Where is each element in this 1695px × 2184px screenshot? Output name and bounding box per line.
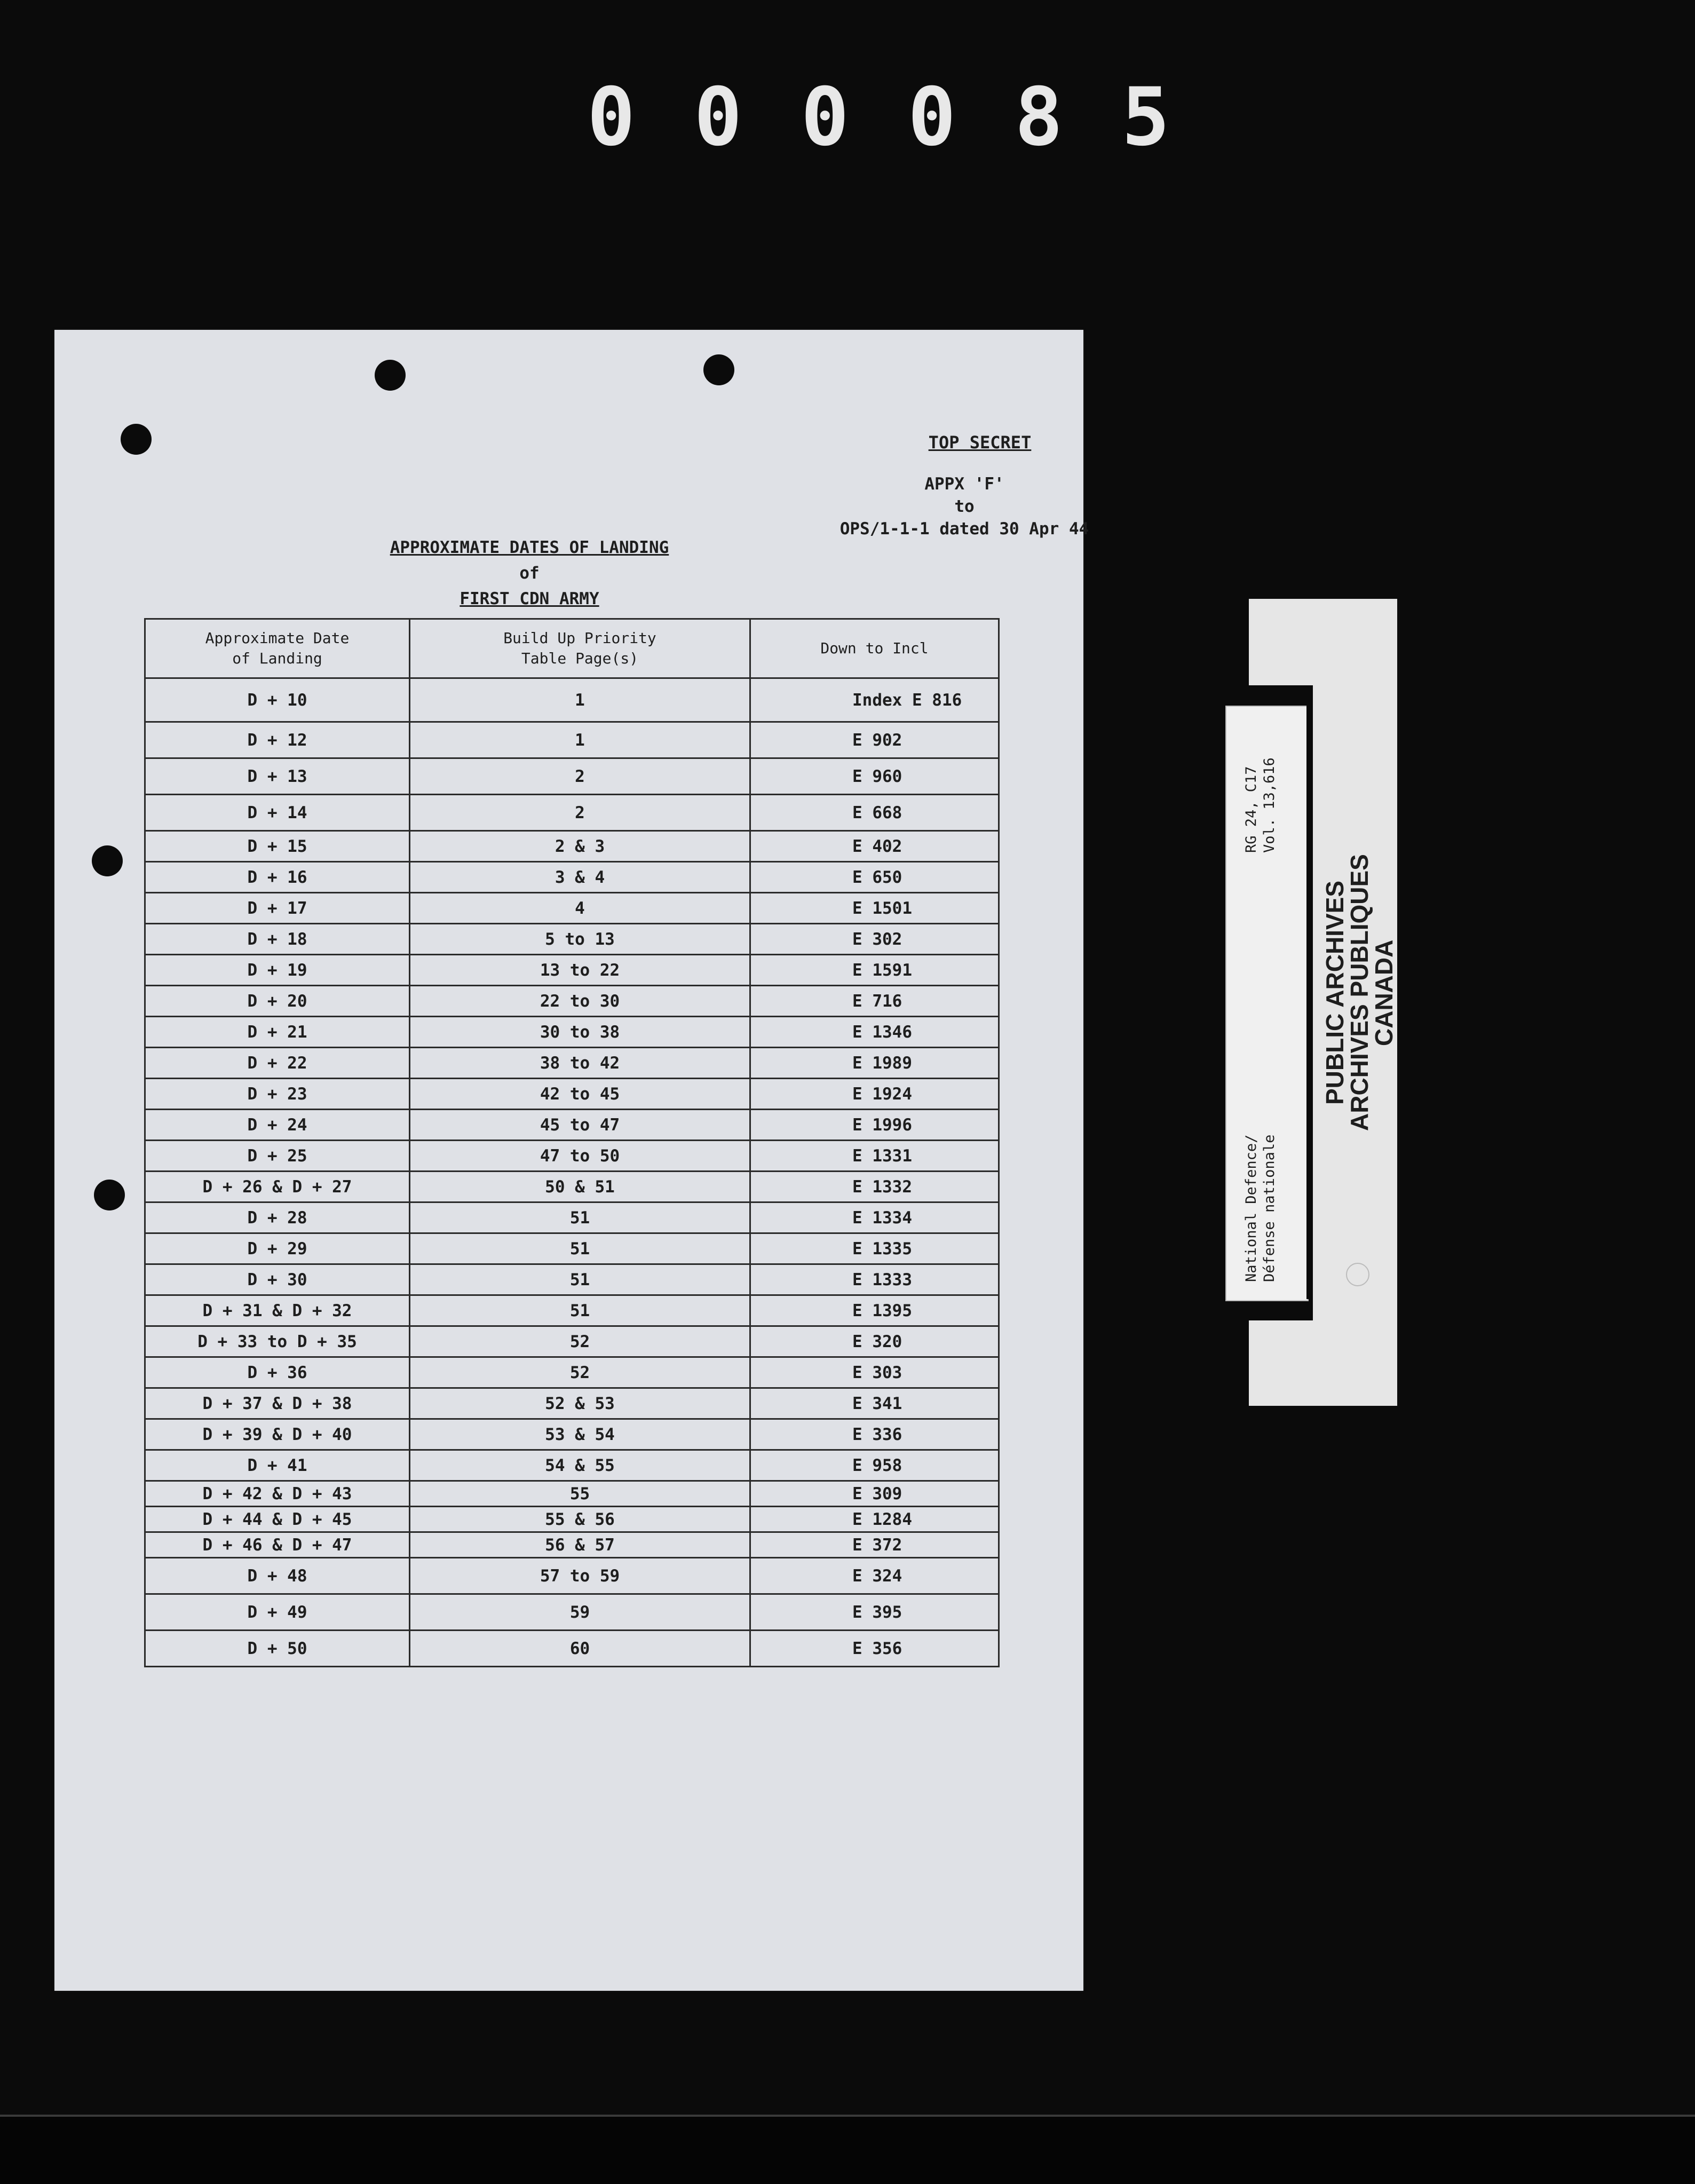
down-to-cell: E 668 bbox=[750, 795, 999, 831]
landing-date-cell: D + 20 bbox=[145, 986, 410, 1017]
priority-pages-cell: 3 & 4 bbox=[410, 862, 750, 893]
table-row bbox=[145, 955, 999, 986]
frame-number: 000085 bbox=[587, 71, 1229, 164]
priority-pages-cell: 2 & 3 bbox=[410, 831, 750, 862]
priority-pages-cell: 51 bbox=[410, 1264, 750, 1295]
priority-pages-cell: 30 to 38 bbox=[410, 1017, 750, 1048]
down-to-cell: E 1331 bbox=[750, 1141, 999, 1172]
priority-pages-cell: 51 bbox=[410, 1202, 750, 1233]
down-to-cell: E 324 bbox=[750, 1558, 999, 1594]
table-header-row bbox=[145, 619, 999, 678]
down-to-cell: E 1332 bbox=[750, 1172, 999, 1202]
landing-date-cell: D + 16 bbox=[145, 862, 410, 893]
down-to-cell: E 716 bbox=[750, 986, 999, 1017]
table-row bbox=[145, 1264, 999, 1295]
down-to-cell: E 1501 bbox=[750, 893, 999, 924]
department-line: Défense nationale bbox=[1261, 1134, 1278, 1282]
table-row bbox=[145, 1532, 999, 1558]
down-to-cell: E 336 bbox=[750, 1419, 999, 1450]
table-row bbox=[145, 862, 999, 893]
priority-pages-cell: 52 bbox=[410, 1326, 750, 1357]
table-row bbox=[145, 1110, 999, 1141]
landing-date-cell: D + 42 & D + 43 bbox=[145, 1481, 410, 1507]
landing-date-cell: D + 44 & D + 45 bbox=[145, 1507, 410, 1532]
priority-pages-cell: 1 bbox=[410, 678, 750, 722]
landing-date-cell: D + 24 bbox=[145, 1110, 410, 1141]
priority-pages-cell: 4 bbox=[410, 893, 750, 924]
down-to-cell: E 958 bbox=[750, 1450, 999, 1481]
down-to-cell: E 960 bbox=[750, 758, 999, 795]
priority-pages-cell: 55 bbox=[410, 1481, 750, 1507]
institution-line: CANADA bbox=[1370, 939, 1398, 1046]
priority-pages-cell: 38 to 42 bbox=[410, 1048, 750, 1079]
archive-department bbox=[1242, 1106, 1279, 1282]
down-to-cell: E 1591 bbox=[750, 955, 999, 986]
landing-date-cell: D + 36 bbox=[145, 1357, 410, 1388]
priority-pages-cell: 2 bbox=[410, 758, 750, 795]
landing-date-cell: D + 33 to D + 35 bbox=[145, 1326, 410, 1357]
table-row bbox=[145, 924, 999, 955]
table-row bbox=[145, 1388, 999, 1419]
archive-punch-circle bbox=[1346, 1263, 1369, 1286]
archive-institution-stamp bbox=[1322, 843, 1396, 1142]
down-to-cell: E 302 bbox=[750, 924, 999, 955]
table-row bbox=[145, 1558, 999, 1594]
down-to-cell: E 650 bbox=[750, 862, 999, 893]
table-row bbox=[145, 1079, 999, 1110]
down-to-cell: E 1996 bbox=[750, 1110, 999, 1141]
down-to-cell: E 1395 bbox=[750, 1295, 999, 1326]
table-row bbox=[145, 1295, 999, 1326]
landing-date-cell: D + 31 & D + 32 bbox=[145, 1295, 410, 1326]
landing-date-cell: D + 49 bbox=[145, 1594, 410, 1631]
department-line: National Defence/ bbox=[1243, 1134, 1260, 1282]
table-row bbox=[145, 893, 999, 924]
down-to-cell: E 1334 bbox=[750, 1202, 999, 1233]
priority-pages-cell: 60 bbox=[410, 1631, 750, 1667]
priority-pages-cell: 52 bbox=[410, 1357, 750, 1388]
landing-date-cell: D + 25 bbox=[145, 1141, 410, 1172]
down-to-cell: E 1335 bbox=[750, 1233, 999, 1264]
priority-pages-cell: 51 bbox=[410, 1295, 750, 1326]
down-to-cell: E 320 bbox=[750, 1326, 999, 1357]
column-header: Down to Incl bbox=[750, 619, 999, 678]
landing-date-cell: D + 17 bbox=[145, 893, 410, 924]
landing-date-cell: D + 18 bbox=[145, 924, 410, 955]
landing-date-cell: D + 30 bbox=[145, 1264, 410, 1295]
priority-pages-cell: 54 & 55 bbox=[410, 1450, 750, 1481]
table-row bbox=[145, 795, 999, 831]
table-row bbox=[145, 1202, 999, 1233]
column-header: Build Up Priority Table Page(s) bbox=[410, 619, 750, 678]
table-row bbox=[145, 1326, 999, 1357]
reference-line: RG 24, C17 bbox=[1243, 766, 1260, 853]
table-row bbox=[145, 1594, 999, 1631]
landing-date-cell: D + 23 bbox=[145, 1079, 410, 1110]
landing-date-cell: D + 37 & D + 38 bbox=[145, 1388, 410, 1419]
table-row bbox=[145, 1507, 999, 1532]
punch-hole bbox=[703, 354, 734, 385]
archive-divider bbox=[1306, 685, 1312, 1299]
priority-pages-cell: 47 to 50 bbox=[410, 1141, 750, 1172]
table-row bbox=[145, 1357, 999, 1388]
priority-pages-cell: 52 & 53 bbox=[410, 1388, 750, 1419]
appendix-line: OPS/1-1-1 dated 30 Apr 44 bbox=[839, 519, 1089, 539]
appendix-line: to bbox=[954, 497, 975, 516]
table-row bbox=[145, 1631, 999, 1667]
landing-date-cell: D + 13 bbox=[145, 758, 410, 795]
down-to-cell: E 1346 bbox=[750, 1017, 999, 1048]
institution-line: PUBLIC ARCHIVES bbox=[1321, 881, 1349, 1105]
down-to-cell: E 356 bbox=[750, 1631, 999, 1667]
priority-pages-cell: 50 & 51 bbox=[410, 1172, 750, 1202]
table-row bbox=[145, 678, 999, 722]
landing-date-cell: D + 26 & D + 27 bbox=[145, 1172, 410, 1202]
institution-line: ARCHIVES PUBLIQUES bbox=[1345, 854, 1373, 1131]
landing-date-cell: D + 14 bbox=[145, 795, 410, 831]
table-row bbox=[145, 1450, 999, 1481]
archive-reference bbox=[1242, 730, 1279, 853]
archive-label bbox=[1225, 706, 1309, 1301]
down-to-cell: E 1924 bbox=[750, 1079, 999, 1110]
punch-hole bbox=[94, 1180, 125, 1210]
landing-dates-table bbox=[144, 618, 1000, 1667]
down-to-cell: E 402 bbox=[750, 831, 999, 862]
punch-hole bbox=[92, 845, 123, 876]
down-to-cell: E 1284 bbox=[750, 1507, 999, 1532]
document-title bbox=[375, 535, 684, 612]
priority-pages-cell: 45 to 47 bbox=[410, 1110, 750, 1141]
down-to-cell: E 395 bbox=[750, 1594, 999, 1631]
title-line: FIRST CDN ARMY bbox=[460, 589, 599, 608]
priority-pages-cell: 42 to 45 bbox=[410, 1079, 750, 1110]
landing-date-cell: D + 39 & D + 40 bbox=[145, 1419, 410, 1450]
table-row bbox=[145, 758, 999, 795]
table-row bbox=[145, 722, 999, 758]
down-to-cell: E 1989 bbox=[750, 1048, 999, 1079]
landing-date-cell: D + 29 bbox=[145, 1233, 410, 1264]
table-row bbox=[145, 1048, 999, 1079]
priority-pages-cell: 1 bbox=[410, 722, 750, 758]
table-body bbox=[145, 678, 999, 1667]
priority-pages-cell: 22 to 30 bbox=[410, 986, 750, 1017]
table-row bbox=[145, 1233, 999, 1264]
classification-marking: TOP SECRET bbox=[928, 432, 1032, 453]
table-row bbox=[145, 1481, 999, 1507]
table-row bbox=[145, 1419, 999, 1450]
down-to-cell: E 372 bbox=[750, 1532, 999, 1558]
down-to-cell: E 309 bbox=[750, 1481, 999, 1507]
landing-date-cell: D + 21 bbox=[145, 1017, 410, 1048]
landing-date-cell: D + 10 bbox=[145, 678, 410, 722]
table-row bbox=[145, 1141, 999, 1172]
title-line: of bbox=[519, 564, 540, 583]
landing-date-cell: D + 50 bbox=[145, 1631, 410, 1667]
priority-pages-cell: 51 bbox=[410, 1233, 750, 1264]
priority-pages-cell: 56 & 57 bbox=[410, 1532, 750, 1558]
down-to-cell: E 341 bbox=[750, 1388, 999, 1419]
table-row bbox=[145, 1172, 999, 1202]
landing-date-cell: D + 41 bbox=[145, 1450, 410, 1481]
landing-date-cell: D + 15 bbox=[145, 831, 410, 862]
appendix-line: APPX 'F' bbox=[924, 474, 1004, 494]
table-row bbox=[145, 831, 999, 862]
appendix-reference bbox=[823, 473, 1106, 540]
punch-hole bbox=[121, 424, 152, 455]
title-line: APPROXIMATE DATES OF LANDING bbox=[390, 538, 669, 557]
film-edge bbox=[0, 2115, 1695, 2184]
landing-date-cell: D + 46 & D + 47 bbox=[145, 1532, 410, 1558]
landing-date-cell: D + 48 bbox=[145, 1558, 410, 1594]
table-row bbox=[145, 1017, 999, 1048]
priority-pages-cell: 53 & 54 bbox=[410, 1419, 750, 1450]
table-row bbox=[145, 986, 999, 1017]
down-to-cell: E 303 bbox=[750, 1357, 999, 1388]
landing-date-cell: D + 22 bbox=[145, 1048, 410, 1079]
landing-date-cell: D + 28 bbox=[145, 1202, 410, 1233]
down-to-cell: E 1333 bbox=[750, 1264, 999, 1295]
priority-pages-cell: 2 bbox=[410, 795, 750, 831]
document-page bbox=[54, 330, 1089, 1991]
priority-pages-cell: 59 bbox=[410, 1594, 750, 1631]
landing-date-cell: D + 12 bbox=[145, 722, 410, 758]
priority-pages-cell: 57 to 59 bbox=[410, 1558, 750, 1594]
reference-line: Vol. 13,616 bbox=[1261, 757, 1278, 853]
down-to-cell: E 902 bbox=[750, 722, 999, 758]
punch-hole bbox=[375, 360, 406, 391]
landing-date-cell: D + 19 bbox=[145, 955, 410, 986]
down-to-cell: Index E 816 bbox=[750, 678, 999, 722]
priority-pages-cell: 55 & 56 bbox=[410, 1507, 750, 1532]
priority-pages-cell: 5 to 13 bbox=[410, 924, 750, 955]
column-header: Approximate Date of Landing bbox=[145, 619, 410, 678]
priority-pages-cell: 13 to 22 bbox=[410, 955, 750, 986]
